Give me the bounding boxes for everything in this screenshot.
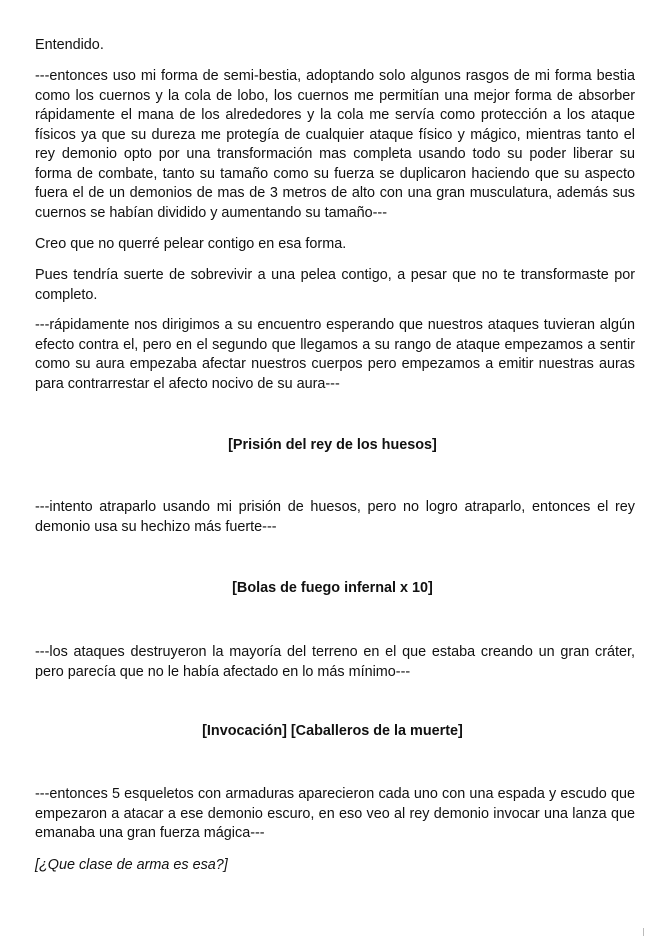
paragraph-thought: [¿Que clase de arma es esa?] (35, 857, 228, 873)
paragraph-acknowledgement: Entendido. (35, 37, 104, 53)
paragraph-crater: ---los ataques destruyeron la mayoría del terreno en el que estaba creando un gran cráter, pero parecía que no le había afectado en lo más mínimo--- (35, 644, 635, 680)
paragraph-semi-beast-form: ---entonces uso mi forma de semi-bestia, adoptando solo algunos rasgos de mi forma bestia como los cuernos y la cola de lobo, los cuernos me permitían una mejor forma de absorber rápidamente el mana de los alrededores y la cola me servía como protección a los ataque físicos ya que su dureza me protegía de cualquier ataque físico y mágico, mientras tanto el rey demonio opto por una transformación mas completa usando todo su poder liberar su forma de combate, tanto su tamaño como su fuerza se duplicaron haciendo que su aspecto fuera el de un demonios de mas de 3 metros de alto con una gran musculatura, además sus cuernos se habían dividido y aumentando su tamaño--- (35, 68, 635, 221)
paragraph-bone-prison: ---intento atraparlo usando mi prisión de huesos, pero no logro atraparlo, entonces el rey demonio usa su hechizo más fuerte--- (35, 499, 635, 535)
spell-heading-bone-prison: [Prisión del rey de los huesos] (228, 437, 437, 453)
paragraph-charge: ---rápidamente nos dirigimos a su encuentro esperando que nuestros ataques tuvieran algún efecto contra el, pero en el segundo que llegamos a su rango de ataque empezamos a sentir como su aura empezaba afectar nuestros cuerpos pero empezamos a emitir nuestras auras para contrarrestar el afecto nocivo de su aura--- (35, 317, 635, 392)
paragraph-skeletons: ---entonces 5 esqueletos con armaduras aparecieron cada uno con una espada y escudo que empezaron a atacar a ese demonio escuro, en eso veo al rey demonio invocar una lanza que emanaba una gran fuerza mágica--- (35, 786, 635, 841)
paragraph-dialogue-2: Pues tendría suerte de sobrevivir a una pelea contigo, a pesar que no te transformaste por completo. (35, 267, 635, 303)
spell-heading-death-knights: [Invocación] [Caballeros de la muerte] (202, 723, 463, 739)
paragraph-dialogue-1: Creo que no querré pelear contigo en esa forma. (35, 236, 347, 252)
spell-heading-fireballs: [Bolas de fuego infernal x 10] (232, 580, 433, 596)
page-edge-mark (643, 928, 644, 936)
